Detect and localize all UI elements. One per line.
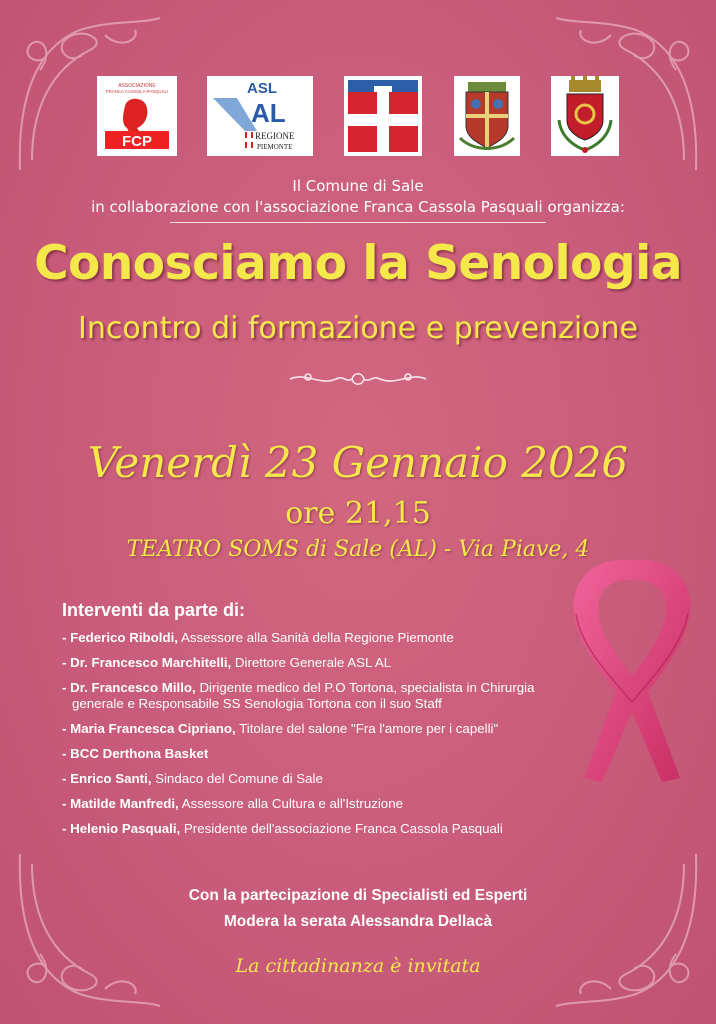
event-subtitle: Incontro di formazione e prevenzione [77, 311, 639, 346]
speaker-role: Assessore alla Sanità della Regione Piemonte [178, 630, 454, 645]
event-venue: TEATRO SOMS di Sale (AL) - Via Piave, 4 [126, 537, 590, 562]
event-title: Conosciamo la Senologia [34, 236, 682, 291]
list-item: - Helenio Pasquali, Presidente dell'associazione Franca Cassola Pasquali [62, 821, 503, 836]
intro-line-collaboration: in collaborazione con l'associazione Franca Cassola Pasquali organizza: [91, 198, 625, 216]
municipality-crest-logo [551, 76, 619, 156]
pink-ribbon-icon [562, 552, 702, 787]
speakers-heading: Interventi da parte di: [62, 600, 246, 620]
event-date: Venerdì 23 Gennaio 2026 [87, 438, 629, 487]
speaker-name: Matilde Manfredi, [70, 796, 179, 811]
list-item: - Dr. Francesco Marchitelli, Direttore Generale ASL AL [62, 655, 392, 670]
logo-row [0, 76, 716, 158]
moderator-note: Modera la serata Alessandra Dellacà [223, 913, 493, 930]
piemonte-region-logo [344, 76, 422, 156]
fcp-association-logo [97, 76, 177, 156]
speaker-role: Presidente dell'associazione Franca Cassola Pasquali [180, 821, 503, 836]
speaker-name: Helenio Pasquali, [70, 821, 181, 836]
speaker-name: Dr. Francesco Millo, [70, 680, 196, 695]
fcp-logo-text-1: ASSOCIAZIONE [118, 83, 156, 89]
list-item: - Maria Francesca Cipriano, Titolare del salone "Fra l'amore per i capelli" [62, 721, 499, 736]
speaker-role: Assessore alla Cultura e all'Istruzione [178, 796, 403, 811]
list-item: - Enrico Santi, Sindaco del Comune di Sale [62, 771, 323, 786]
intro-underline [170, 222, 546, 223]
asl-logo-text-2: AL [251, 98, 286, 128]
speaker-role: Titolare del salone "Fra l'amore per i capelli" [235, 721, 499, 736]
intro-line-organizer: Il Comune di Sale [292, 177, 424, 195]
speaker-name: Enrico Santi, [70, 771, 152, 786]
fcp-logo-text-3: FCP [122, 133, 152, 150]
speaker-name: Dr. Francesco Marchitelli, [70, 655, 232, 670]
speaker-role: Sindaco del Comune di Sale [151, 771, 323, 786]
speaker-name: BCC Derthona Basket [70, 746, 209, 761]
speaker-name: Federico Riboldi, [70, 630, 178, 645]
province-crest-logo [454, 76, 520, 156]
list-item: - Matilde Manfredi, Assessore alla Cultura e all'Istruzione [62, 796, 403, 811]
list-item: - Dr. Francesco Millo, Dirigente medico del P.O Tortona, specialista in Chirurgia generale e Responsabile SS Senologia Tortona con il suo Staff [62, 680, 535, 711]
list-item: - Federico Riboldi, Assessore alla Sanità della Regione Piemonte [62, 630, 454, 645]
invitation-note: La cittadinanza è invitata [235, 955, 481, 977]
asl-logo-text-4: PIEMONTE [257, 143, 293, 151]
speakers-section [62, 600, 582, 846]
fcp-logo-text-2: FRANCA CASSOLA PASQUALI [105, 89, 169, 94]
speaker-role: Dirigente medico del P.O Tortona, specialista in Chirurgia generale e Responsabile SS Senologia Tortona con il suo Staff [72, 680, 535, 711]
asl-logo-text-3: REGIONE [255, 131, 295, 141]
speaker-name: Maria Francesca Cipriano, [70, 721, 236, 736]
asl-logo-text-1: ASL [247, 80, 277, 97]
event-time: ore 21,15 [285, 496, 431, 531]
asl-al-logo [207, 76, 313, 156]
ornament-divider [286, 368, 430, 390]
list-item: - BCC Derthona Basket [62, 746, 209, 761]
speaker-role: Direttore Generale ASL AL [231, 655, 392, 670]
participation-note: Con la partecipazione di Specialisti ed Esperti [188, 887, 528, 904]
